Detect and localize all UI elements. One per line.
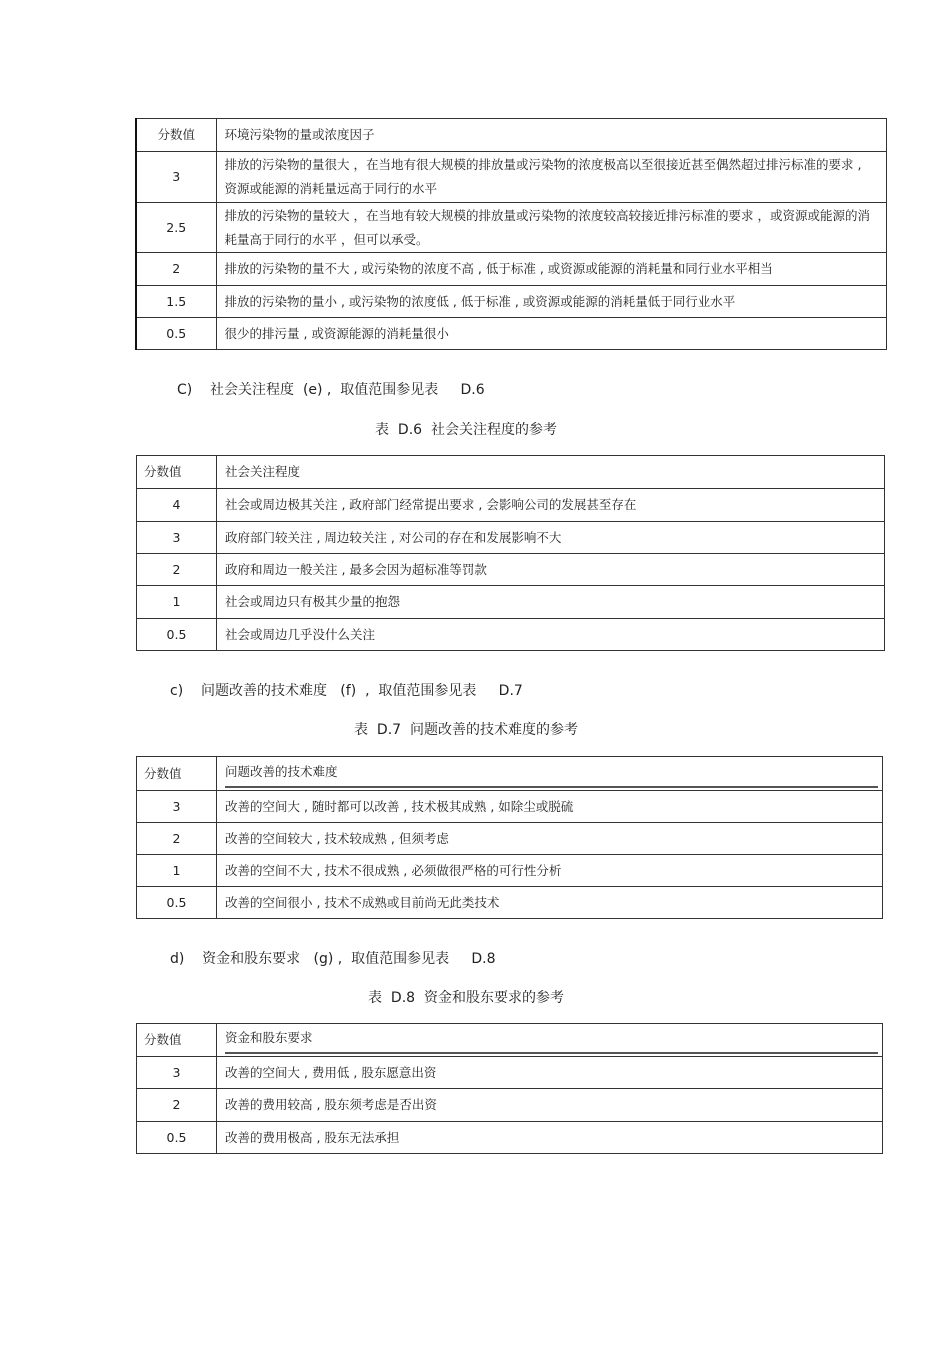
- table-row: [137, 522, 885, 554]
- desc-cell: 社会或周边极其关注 , 政府部门经常提出要求 , 会影响公司的发展甚至存在: [217, 489, 885, 522]
- table-d5: [135, 118, 887, 350]
- score-header: 分数值: [137, 757, 217, 791]
- score-cell: 1.5: [136, 286, 216, 318]
- table-row: [137, 1122, 883, 1154]
- desc-cell: 政府和周边一般关注 , 最多会因为超标准等罚款: [217, 554, 885, 586]
- score-cell: 1: [137, 855, 217, 887]
- score-cell: 0.5: [137, 619, 217, 651]
- table-row: [137, 554, 885, 586]
- score-cell: 2: [137, 554, 217, 586]
- score-cell: 3: [137, 1057, 217, 1089]
- score-cell: 2: [136, 253, 216, 286]
- paragraph-f: c) 问题改善的技术难度 (f) , 取值范围参见表 D.7: [170, 683, 523, 699]
- table-row: [137, 855, 883, 887]
- desc-cell: 改善的空间大 , 随时都可以改善 , 技术极其成熟 , 如除尘或脱硫: [217, 791, 883, 823]
- paragraph-e: C) 社会关注程度 (e) , 取值范围参见表 D.6: [177, 382, 485, 398]
- table-d6: [136, 455, 885, 651]
- desc-cell: 社会或周边只有极其少量的抱怨: [217, 586, 885, 619]
- score-cell: 2: [137, 823, 217, 855]
- table-d8: [136, 1023, 883, 1154]
- table-row: [136, 253, 886, 286]
- table-row: [136, 152, 886, 203]
- desc-cell: 改善的费用较高 , 股东须考虑是否出资: [217, 1089, 883, 1122]
- desc-cell: 排放的污染物的量小 , 或污染物的浓度低 , 低于标准 , 或资源或能源的消耗量低于同行业水平: [216, 286, 886, 318]
- desc-cell: 改善的空间较大 , 技术较成熟 , 但须考虑: [217, 823, 883, 855]
- table-row: [137, 1057, 883, 1089]
- table-row: [137, 887, 883, 919]
- desc-cell: 排放的污染物的量很大 ，在当地有很大规模的排放量或污染物的浓度极高以至很接近甚至偶然超过排污标准的要求 , 资源或能源的消耗量远高于同行的水平: [216, 152, 886, 203]
- table-header-row: [137, 456, 885, 489]
- score-cell: 3: [137, 791, 217, 823]
- score-cell: 2: [137, 1089, 217, 1122]
- desc-cell: 政府部门较关注 , 周边较关注 , 对公司的存在和发展影响不大: [217, 522, 885, 554]
- desc-cell: 改善的费用极高 , 股东无法承担: [217, 1122, 883, 1154]
- desc-cell: 改善的空间很小 , 技术不成熟或目前尚无此类技术: [217, 887, 883, 919]
- score-cell: 0.5: [137, 1122, 217, 1154]
- caption-d7: 表 D.7 问题改善的技术难度的参考: [354, 722, 578, 738]
- score-cell: 4: [137, 489, 217, 522]
- table-row: [137, 791, 883, 823]
- table-row: [137, 823, 883, 855]
- score-cell: 2.5: [136, 203, 216, 253]
- desc-header: 环境污染物的量或浓度因子: [216, 119, 886, 152]
- table-header-row: [136, 119, 886, 152]
- table-header-row: [137, 757, 883, 791]
- desc-header: [217, 757, 883, 791]
- score-header: 分数值: [137, 1024, 217, 1057]
- desc-cell: 排放的污染物的量较大 ，在当地有较大规模的排放量或污染物的浓度较高较接近排污标准的要求 ，或资源或能源的消耗量高于同行的水平 ，但可以承受。: [216, 203, 886, 253]
- score-cell: 0.5: [137, 887, 217, 919]
- table-row: [136, 318, 886, 350]
- score-header: 分数值: [136, 119, 216, 152]
- table-header-row: [137, 1024, 883, 1057]
- table-d7: [136, 756, 883, 919]
- table-row: [137, 586, 885, 619]
- caption-d6: 表 D.6 社会关注程度的参考: [375, 422, 557, 438]
- table-row: [136, 203, 886, 253]
- desc-header-text: 资金和股东要求: [225, 1026, 878, 1054]
- table-row: [136, 286, 886, 318]
- score-cell: 0.5: [136, 318, 216, 350]
- table-row: [137, 489, 885, 522]
- caption-d8: 表 D.8 资金和股东要求的参考: [368, 990, 564, 1006]
- desc-cell: 社会或周边几乎没什么关注: [217, 619, 885, 651]
- table-row: [137, 1089, 883, 1122]
- score-header: 分数值: [137, 456, 217, 489]
- desc-cell: 改善的空间不大 , 技术不很成熟 , 必须做很严格的可行性分析: [217, 855, 883, 887]
- desc-cell: 改善的空间大 , 费用低 , 股东愿意出资: [217, 1057, 883, 1089]
- desc-header: 社会关注程度: [217, 456, 885, 489]
- score-cell: 3: [137, 522, 217, 554]
- desc-cell: 排放的污染物的量不大 , 或污染物的浓度不高 , 低于标准 , 或资源或能源的消耗量和同行业水平相当: [216, 253, 886, 286]
- desc-cell: 很少的排污量 , 或资源能源的消耗量很小: [216, 318, 886, 350]
- paragraph-g: d) 资金和股东要求 (g) , 取值范围参见表 D.8: [170, 951, 496, 967]
- score-cell: 3: [136, 152, 216, 203]
- table-row: [137, 619, 885, 651]
- score-cell: 1: [137, 586, 217, 619]
- desc-header: [217, 1024, 883, 1057]
- desc-header-text: 问题改善的技术难度: [225, 760, 878, 788]
